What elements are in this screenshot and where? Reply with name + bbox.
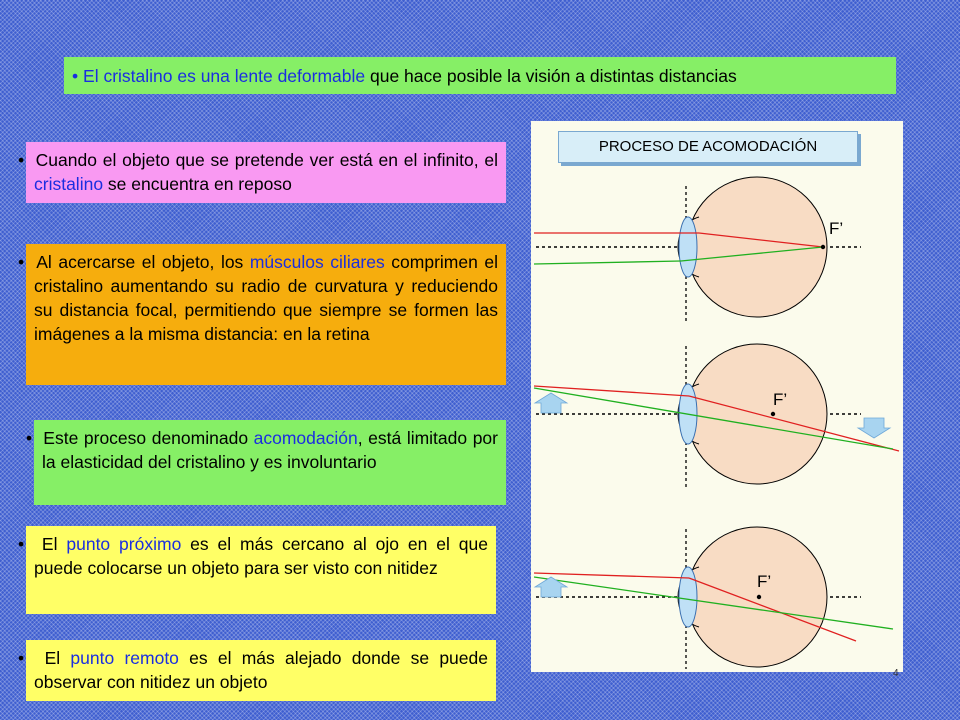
box3-text-1: Este proceso denominado	[43, 428, 254, 448]
focal-point	[821, 245, 825, 249]
box2-term-musculos: músculos ciliares	[249, 252, 385, 272]
bullet: •	[18, 648, 25, 668]
title-box	[64, 57, 896, 94]
eye-diagrams	[531, 121, 903, 672]
box1-text-1: Cuando el objeto que se pretende ver está en el infinito, el	[35, 150, 498, 170]
box1-text-2: se encuentra en reposo	[103, 174, 292, 194]
accommodation-box	[26, 420, 506, 505]
red-ray	[534, 386, 689, 396]
title-highlight: El cristalino es una lente deformable	[83, 66, 366, 86]
focal-point	[757, 595, 761, 599]
box4-text-2: es el más cercano al ojo en el que puede colocarse un objeto para ser visto con nitidez	[34, 534, 488, 578]
crystalline-lens	[679, 217, 697, 277]
box5-term-punto-remoto: punto remoto	[70, 648, 179, 668]
far-point-box	[18, 640, 496, 701]
focal-point	[771, 412, 775, 416]
infinity-object-box	[18, 142, 506, 203]
arrow-up-icon	[535, 393, 567, 413]
red-ray	[534, 573, 689, 578]
diagram-title: PROCESO DE ACOMODACIÓN	[558, 131, 858, 163]
accommodation-diagram-panel	[531, 121, 903, 672]
focal-label: F’	[757, 572, 772, 591]
bullet: •	[18, 150, 25, 170]
arrow-up-icon	[535, 577, 567, 597]
green-ray	[534, 261, 681, 264]
bullet: •	[26, 428, 33, 448]
box1-term-cristalino: cristalino	[34, 174, 104, 194]
box4-text-1: El	[41, 534, 67, 554]
title-rest: que hace posible la visión a distintas distancias	[365, 66, 737, 86]
bullet: •	[72, 66, 79, 86]
focal-label: F’	[773, 390, 788, 409]
bullet: •	[18, 252, 25, 272]
box3-term-acomodacion: acomodación	[253, 428, 358, 448]
crystalline-lens	[679, 567, 697, 627]
near-point-box	[18, 526, 496, 614]
box2-text-1: Al acercarse el objeto, los	[36, 252, 250, 272]
box5-text-1: El	[44, 648, 71, 668]
eye-diagram-2	[534, 344, 899, 489]
page-number: 4	[893, 668, 899, 679]
box4-term-punto-proximo: punto próximo	[66, 534, 182, 554]
approach-object-box	[18, 244, 506, 385]
eye-diagram-3	[534, 527, 893, 669]
focal-label: F’	[829, 219, 844, 238]
eyeball	[687, 177, 827, 317]
box5-text-2: es el más alejado donde se puede observar con nitidez un objeto	[34, 648, 488, 692]
eye-diagram-1	[534, 177, 861, 321]
arrow-down-icon	[858, 418, 890, 438]
bullet: •	[18, 534, 25, 554]
box3-text-2: , está limitado por la elasticidad del cristalino y es involuntario	[42, 428, 498, 472]
box2-text-2: comprimen el cristalino aumentando su radio de curvatura y reduciendo su distancia focal, permitiendo que siempre se formen las imágenes a la misma distancia: en la retina	[34, 252, 498, 344]
